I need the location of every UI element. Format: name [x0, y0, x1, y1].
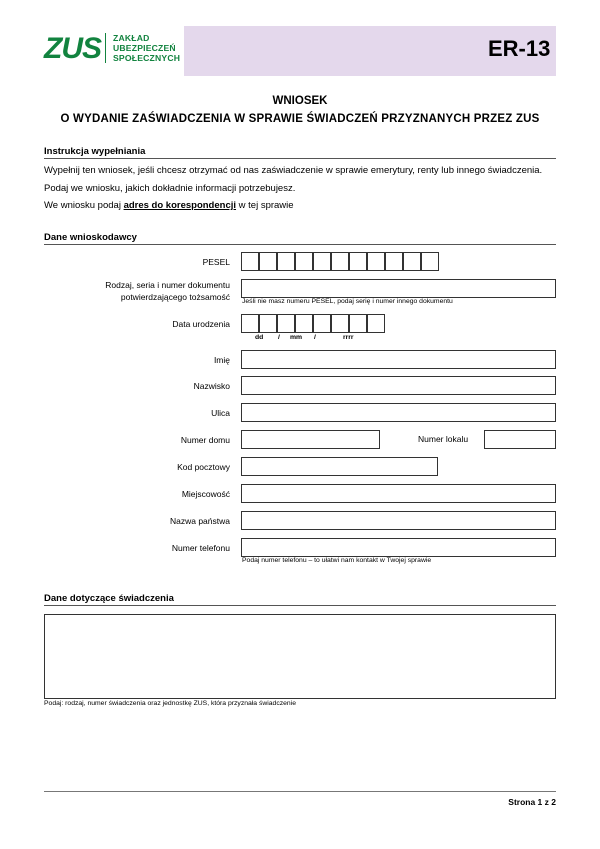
pesel-digit-cell[interactable]	[277, 252, 295, 271]
logo-separator	[105, 33, 106, 63]
page-number: Strona 1 z 2	[508, 797, 556, 807]
postcode-input[interactable]	[241, 457, 438, 476]
instruction-paragraph-3	[44, 200, 294, 211]
phone-hint: Podaj numer telefonu – to ułatwi nam kontakt w Twojej sprawie	[242, 557, 432, 564]
pesel-digit-cell[interactable]	[259, 252, 277, 271]
form-code: ER-13	[488, 36, 551, 61]
last-name-input[interactable]	[241, 376, 556, 395]
document-input[interactable]	[241, 279, 556, 298]
document-label-line-1: Rodzaj, seria i numer dokumentu	[105, 280, 230, 290]
dob-dd-hint: dd	[255, 334, 264, 341]
applicant-heading: Dane wnioskodawcy	[44, 232, 137, 243]
flat-number-label: Numer lokalu	[418, 434, 469, 444]
benefit-textarea[interactable]	[44, 614, 556, 699]
instruction-paragraph-2: Podaj we wniosku, jakich dokładnie informacji potrzebujesz.	[44, 183, 296, 194]
city-label: Miejscowość	[181, 489, 230, 499]
phone-input[interactable]	[241, 538, 556, 557]
applicant-rule	[44, 244, 556, 245]
dob-digit-cell[interactable]	[295, 314, 313, 333]
country-input[interactable]	[241, 511, 556, 530]
phone-label: Numer telefonu	[171, 543, 230, 553]
street-input[interactable]	[241, 403, 556, 422]
dob-sep-2: /	[314, 334, 316, 341]
pesel-digit-cell[interactable]	[241, 252, 259, 271]
document-label-line-2: potwierdzającego tożsamość	[120, 292, 230, 302]
logo-line-3: SPOŁECZNYCH	[113, 53, 181, 63]
pesel-digit-cell[interactable]	[295, 252, 313, 271]
benefit-hint: Podaj: rodzaj, numer świadczenia oraz jednostkę ZUS, która przyznała świadczenie	[44, 700, 296, 707]
dob-digit-cell[interactable]	[241, 314, 259, 333]
instruction-3-emphasis: adres do korespondencji	[123, 200, 237, 211]
pesel-digit-cell[interactable]	[331, 252, 349, 271]
first-name-label: Imię	[213, 355, 230, 365]
benefit-heading: Dane dotyczące świadczenia	[44, 593, 174, 604]
instruction-3-post: w tej sprawie	[236, 200, 294, 211]
instructions-heading: Instrukcja wypełniania	[44, 146, 146, 157]
form-title: WNIOSEK	[272, 95, 328, 107]
pesel-label: PESEL	[202, 257, 230, 267]
dob-mm-hint: mm	[290, 334, 303, 341]
first-name-input[interactable]	[241, 350, 556, 369]
flat-number-input[interactable]	[484, 430, 556, 449]
country-label: Nazwa państwa	[169, 516, 230, 526]
logo-line-2: UBEZPIECZEŃ	[113, 43, 176, 53]
dob-digit-cell[interactable]	[349, 314, 367, 333]
zus-logo: ZUS	[44, 32, 101, 65]
postcode-label: Kod pocztowy	[177, 462, 230, 472]
house-number-label: Numer domu	[180, 435, 230, 445]
form-subtitle: O WYDANIE ZAŚWIADCZENIA W SPRAWIE ŚWIADCZEŃ PRZYZNANYCH PRZEZ ZUS	[60, 113, 540, 125]
dob-sep-1: /	[278, 334, 280, 341]
document-label	[105, 279, 230, 303]
dob-digit-cell[interactable]	[259, 314, 277, 333]
footer-rule	[44, 791, 556, 792]
dob-digit-cell[interactable]	[277, 314, 295, 333]
dob-label: Data urodzenia	[172, 319, 230, 329]
pesel-digit-cell[interactable]	[421, 252, 439, 271]
dob-yyyy-hint: rrrr	[343, 334, 354, 341]
logo-line-1: ZAKŁAD	[113, 33, 150, 43]
document-hint: Jeśli nie masz numeru PESEL, podaj serię i numer innego dokumentu	[242, 298, 453, 305]
pesel-digit-cell[interactable]	[385, 252, 403, 271]
street-label: Ulica	[211, 408, 230, 418]
pesel-digit-cell[interactable]	[313, 252, 331, 271]
dob-digit-cell[interactable]	[313, 314, 331, 333]
instruction-paragraph-1: Wypełnij ten wniosek, jeśli chcesz otrzymać od nas zaświadczenie w sprawie emerytury, renty lub innego świadczenia.	[44, 165, 543, 176]
city-input[interactable]	[241, 484, 556, 503]
last-name-label: Nazwisko	[193, 381, 230, 391]
instructions-rule	[44, 158, 556, 159]
instruction-3-pre: We wniosku podaj	[44, 200, 124, 211]
logo-text	[113, 33, 180, 63]
pesel-digit-cell[interactable]	[367, 252, 385, 271]
pesel-digit-cell[interactable]	[403, 252, 421, 271]
dob-digit-cell[interactable]	[331, 314, 349, 333]
benefit-rule	[44, 605, 556, 606]
house-number-input[interactable]	[241, 430, 380, 449]
pesel-digit-cell[interactable]	[349, 252, 367, 271]
dob-digit-cell[interactable]	[367, 314, 385, 333]
